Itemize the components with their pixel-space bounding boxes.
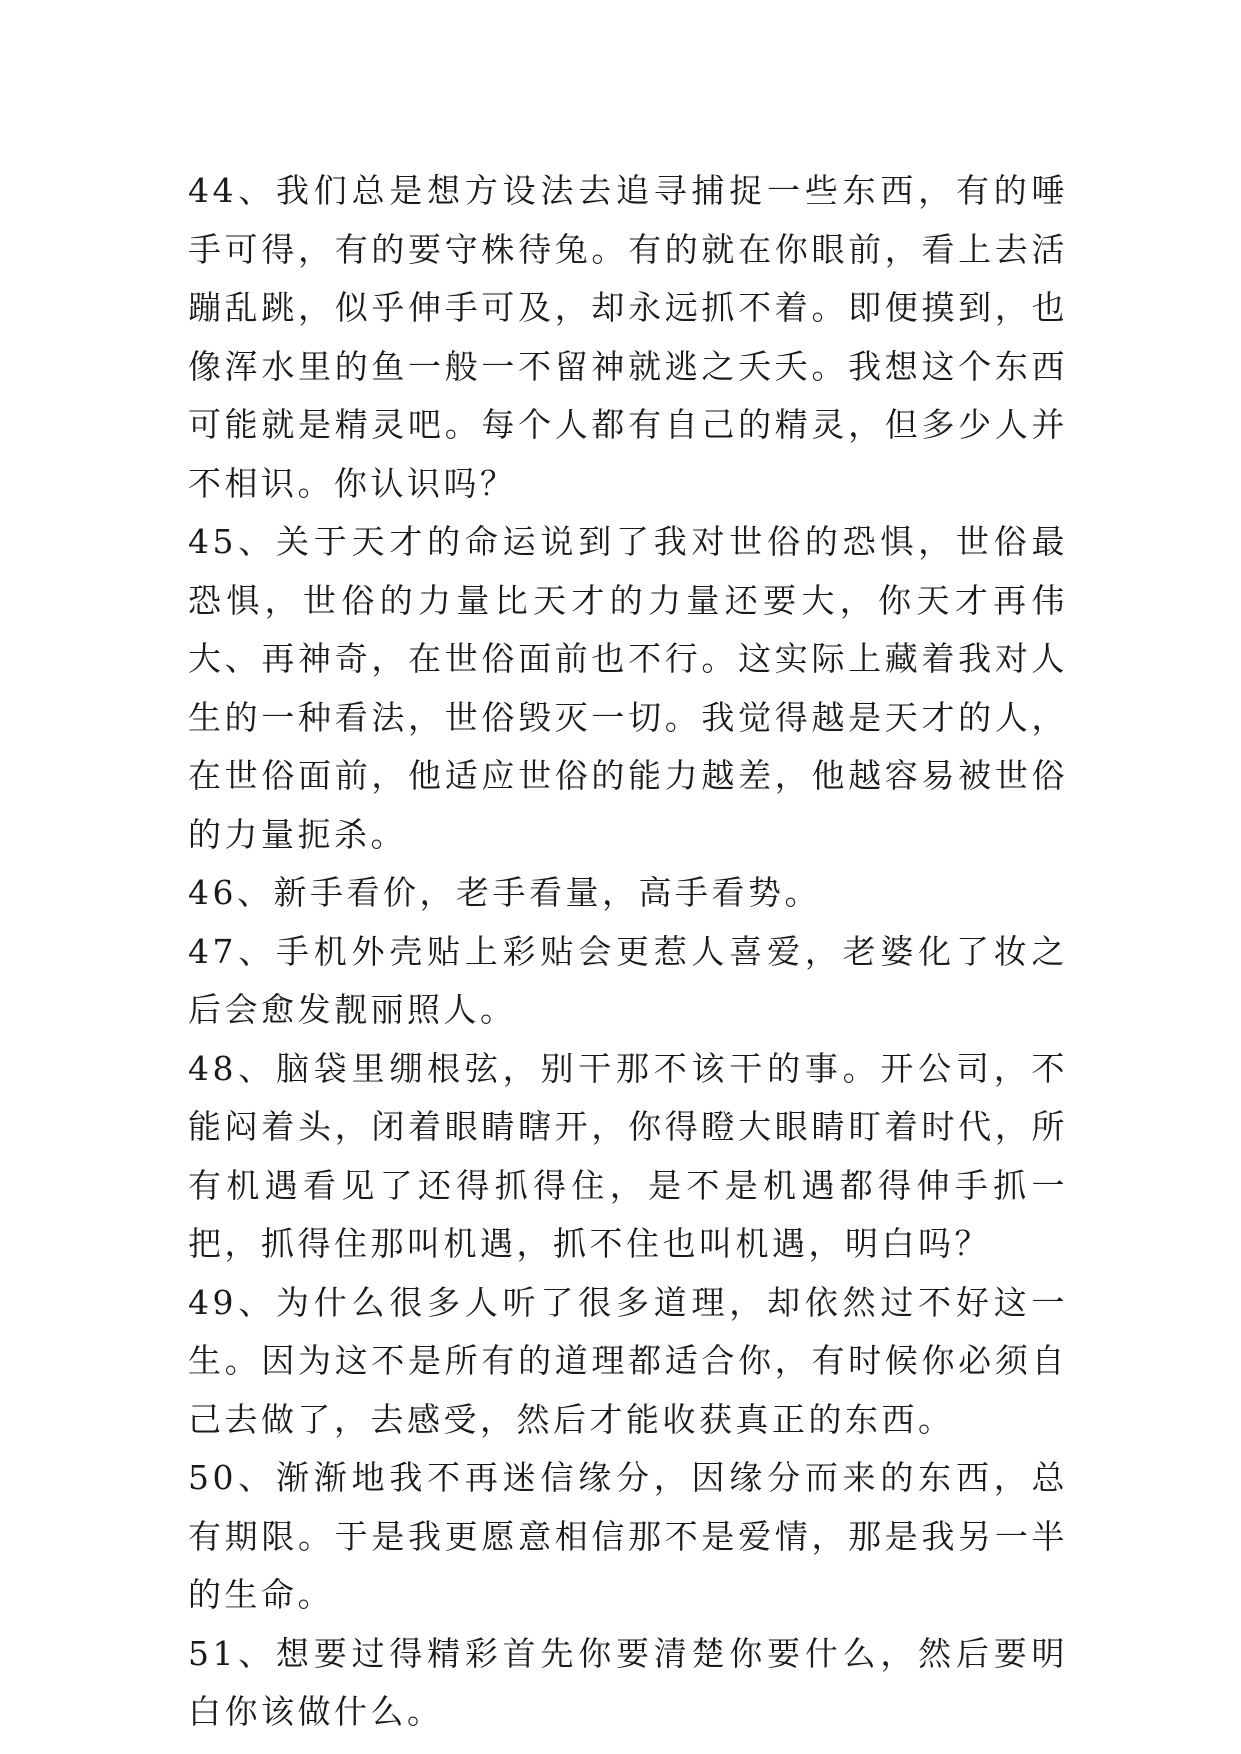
list-item: 51、想要过得精彩首先你要清楚你要什么，然后要明白你该做什么。 bbox=[188, 1633, 1068, 1731]
list-item: 50、渐渐地我不再迷信缘分，因缘分而来的东西，总有期限。于是我更愿意相信那不是爱情，那是我另一半的生命。 bbox=[188, 1458, 1068, 1614]
list-item: 48、脑袋里绷根弦，别干那不该干的事。开公司，不能闷着头，闭着眼睛瞎开，你得瞪大眼睛盯着时代，所有机遇看见了还得抓得住，是不是机遇都得伸手抓一把，抓得住那叫机遇，抓不住也叫机遇，明白吗？ bbox=[188, 1048, 1068, 1263]
list-item: 45、关于天才的命运说到了我对世俗的恐惧，世俗最恐惧，世俗的力量比天才的力量还要大，你天才再伟大、再神奇，在世俗面前也不行。这实际上藏着我对人生的一种看法，世俗毁灭一切。我觉得越是天才的人，在世俗面前，他适应世俗的能力越差，他越容易被世俗的力量扼杀。 bbox=[188, 522, 1068, 854]
list-item: 49、为什么很多人听了很多道理，却依然过不好这一生。因为这不是所有的道理都适合你，有时候你必须自己去做了，去感受，然后才能收获真正的东西。 bbox=[188, 1282, 1068, 1439]
list-item: 44、我们总是想方设法去追寻捕捉一些东西，有的唾手可得，有的要守株待兔。有的就在你眼前，看上去活蹦乱跳，似乎伸手可及，却永远抓不着。即便摸到，也像浑水里的鱼一般一不留神就逃之夭夭。我想这个东西可能就是精灵吧。每个人都有自己的精灵，但多少人并不相识。你认识吗？ bbox=[188, 171, 1068, 503]
document-body bbox=[188, 162, 1068, 1742]
list-item: 47、手机外壳贴上彩贴会更惹人喜爱，老婆化了妆之后会愈发靓丽照人。 bbox=[188, 931, 1068, 1029]
list-item: 46、新手看价，老手看量，高手看势。 bbox=[188, 873, 821, 912]
